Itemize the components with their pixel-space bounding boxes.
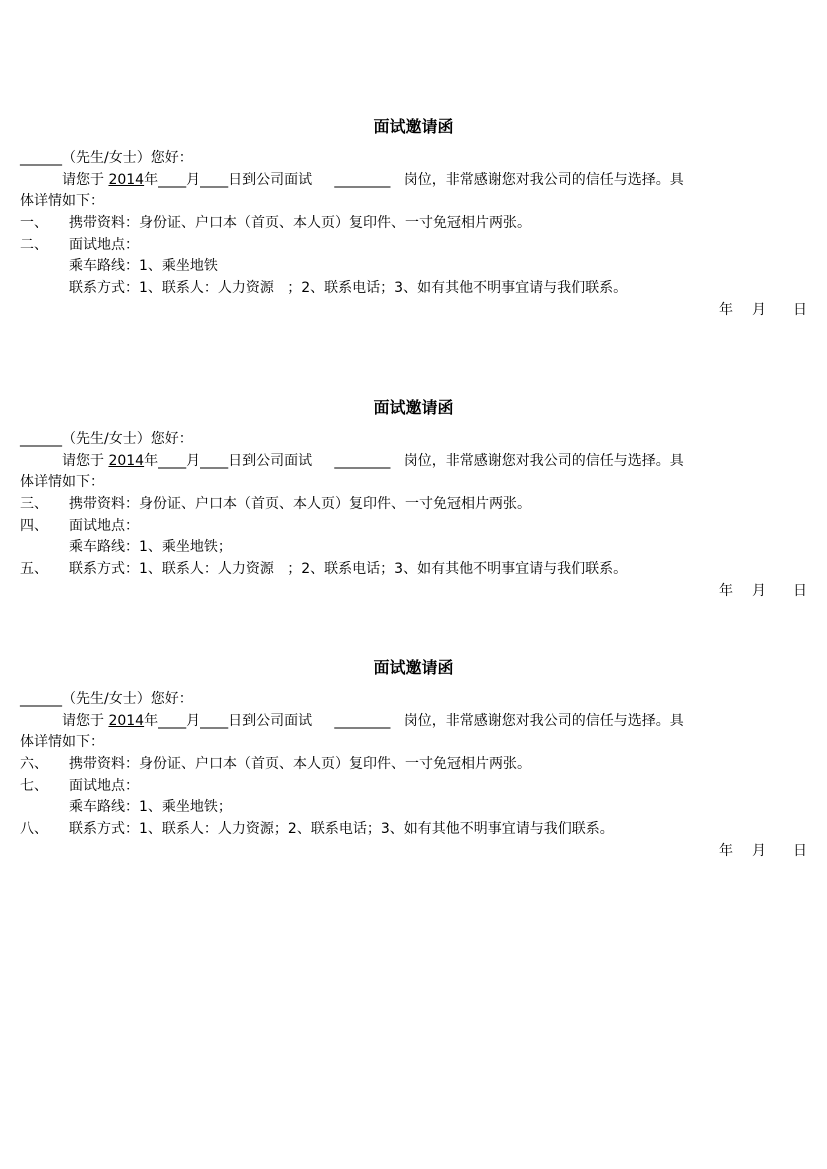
date-month: 月 (752, 302, 766, 318)
date-day: 日 (793, 583, 807, 599)
route-line: 乘车路线：1、乘坐地铁 (69, 258, 218, 274)
year-value: 2014 (108, 713, 145, 729)
year-value: 2014 (108, 453, 145, 469)
body-continuation: 体详情如下： (20, 193, 104, 209)
route-line: 乘车路线：1、乘坐地铁； (69, 799, 232, 815)
letter-title: 面试邀请函 (373, 117, 454, 136)
documents-item: 携带资料：身份证、户口本（首页、本人页）复印件、一寸免冠相片两张。 (69, 496, 531, 512)
contact-line: 联系方式：1、联系人：人力资源 ；2、联系电话；3、如有其他不明事宜请与我们联系。 (69, 561, 628, 577)
letter-title: 面试邀请函 (373, 658, 454, 677)
body-pre: 请您于 (62, 172, 109, 188)
item-number: 二、 (20, 237, 48, 253)
item-number: 四、 (20, 518, 48, 534)
salutation: ______（先生/女士）您好： (20, 150, 193, 166)
body-mid: 年____月____日到公司面试 ________ 岗位，非常感谢您对我公司的信任与选择。具 (144, 172, 684, 188)
body-line (62, 711, 684, 731)
item-number: 六、 (20, 756, 48, 772)
date-year: 年 (719, 302, 733, 318)
documents-item: 携带资料：身份证、户口本（首页、本人页）复印件、一寸免冠相片两张。 (69, 756, 531, 772)
letter-title: 面试邀请函 (373, 398, 454, 417)
documents-item: 携带资料：身份证、户口本（首页、本人页）复印件、一寸免冠相片两张。 (69, 215, 531, 231)
date-year: 年 (719, 583, 733, 599)
body-pre: 请您于 (62, 713, 109, 729)
date-day: 日 (793, 843, 807, 859)
body-line (62, 170, 684, 190)
item-number: 三、 (20, 496, 48, 512)
location-item: 面试地点： (69, 518, 139, 534)
date-year: 年 (719, 843, 733, 859)
body-pre: 请您于 (62, 453, 109, 469)
location-item: 面试地点： (69, 778, 139, 794)
salutation: ______（先生/女士）您好： (20, 691, 193, 707)
item-number: 五、 (20, 561, 48, 577)
year-value: 2014 (108, 172, 145, 188)
body-mid: 年____月____日到公司面试 ________ 岗位，非常感谢您对我公司的信任与选择。具 (144, 453, 684, 469)
contact-line: 联系方式：1、联系人：人力资源 ；2、联系电话；3、如有其他不明事宜请与我们联系。 (69, 280, 628, 296)
date-month: 月 (752, 843, 766, 859)
route-line: 乘车路线：1、乘坐地铁； (69, 539, 232, 555)
body-continuation: 体详情如下： (20, 474, 104, 490)
body-line (62, 451, 684, 471)
item-number: 七、 (20, 778, 48, 794)
date-month: 月 (752, 583, 766, 599)
contact-line: 联系方式：1、联系人：人力资源；2、联系电话；3、如有其他不明事宜请与我们联系。 (69, 821, 614, 837)
location-item: 面试地点： (69, 237, 139, 253)
salutation: ______（先生/女士）您好： (20, 431, 193, 447)
body-continuation: 体详情如下： (20, 734, 104, 750)
date-day: 日 (793, 302, 807, 318)
item-number: 八、 (20, 821, 48, 837)
item-number: 一、 (20, 215, 48, 231)
body-mid: 年____月____日到公司面试 ________ 岗位，非常感谢您对我公司的信任与选择。具 (144, 713, 684, 729)
